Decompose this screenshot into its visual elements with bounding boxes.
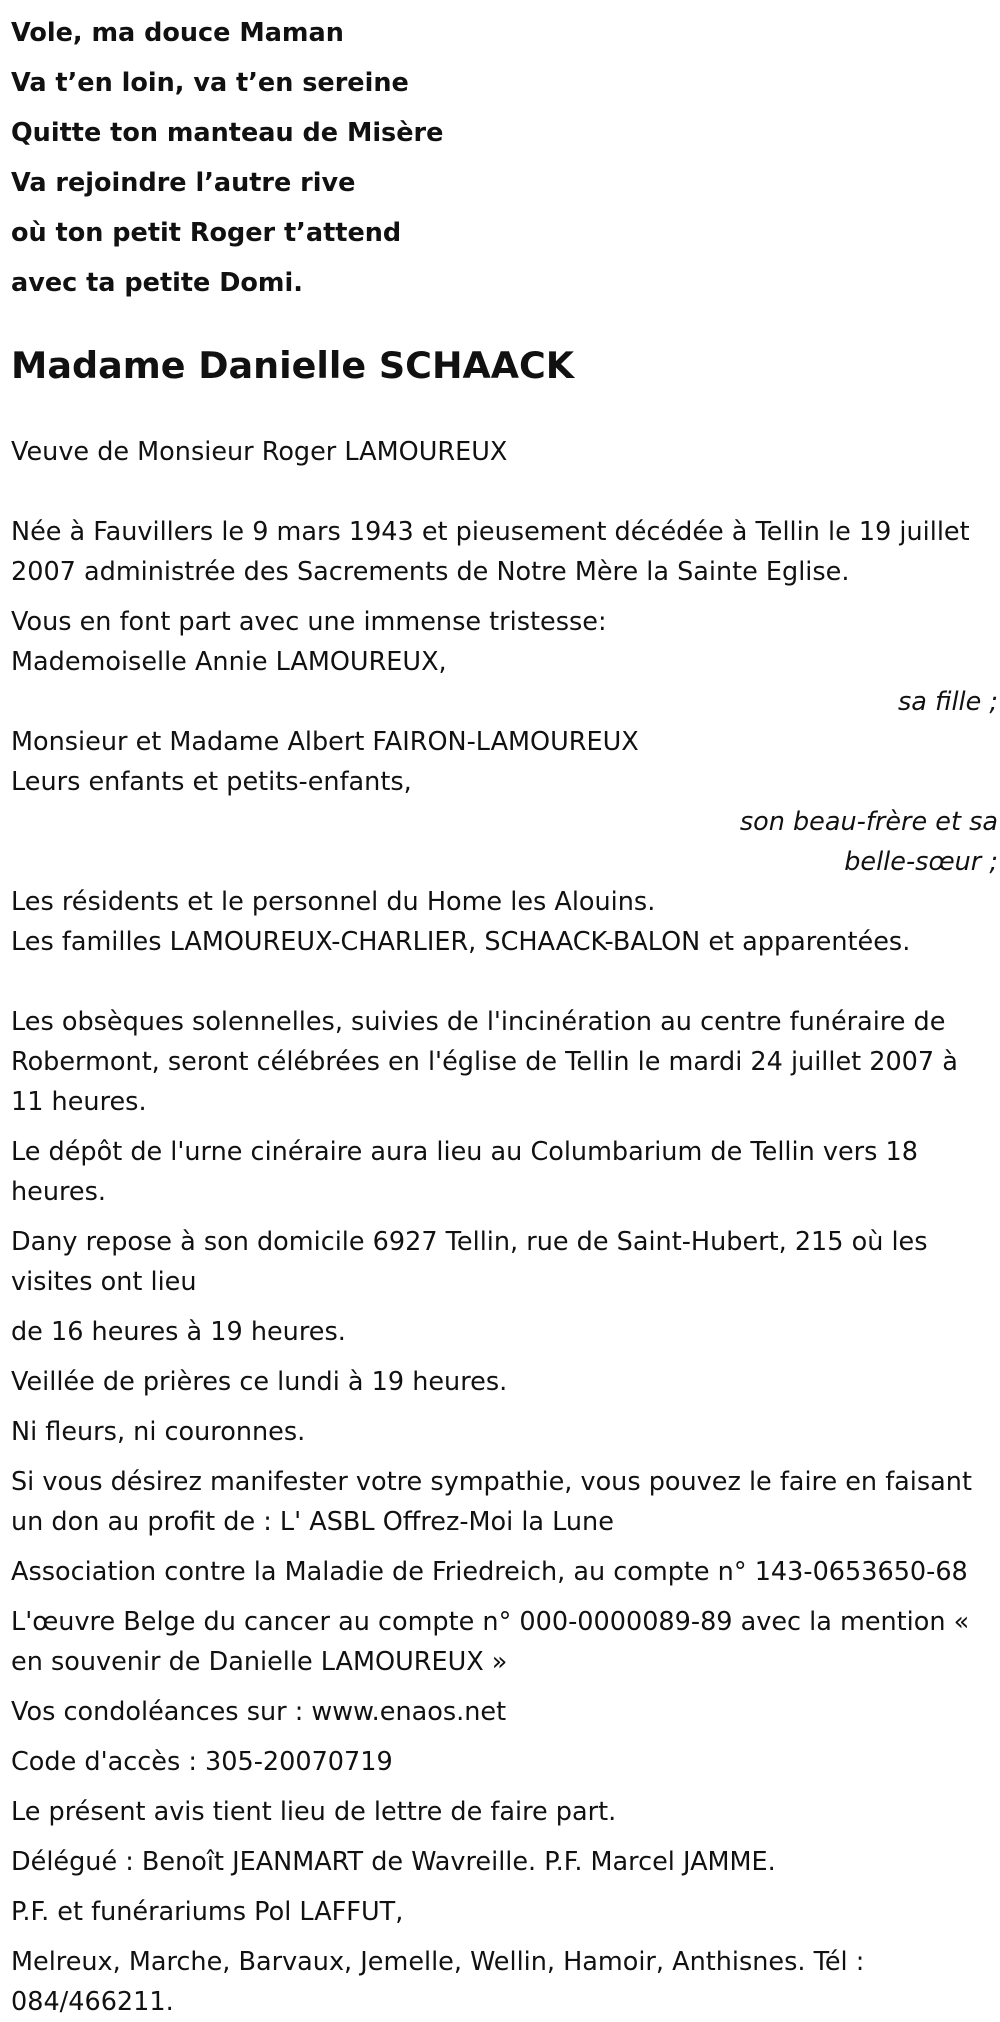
- vigil: Veillée de prières ce lundi à 19 heures.: [11, 1367, 508, 1397]
- delegate: Délégué : Benoît JEANMART de Wavreille. P.F. Marcel JAMME.: [11, 1847, 776, 1877]
- deceased-name: Madame Danielle SCHAACK: [11, 344, 575, 387]
- visit-hours: de 16 heures à 19 heures.: [11, 1317, 346, 1347]
- obituary-page: [11, 0, 998, 2022]
- family-inlaws-relation: belle-sœur ;: [844, 847, 998, 877]
- urn-details: Le dépôt de l'urne cinéraire aura lieu au Columbarium de Tellin vers 18 heures.: [11, 1137, 918, 1207]
- poem: [11, 8, 998, 308]
- notice: Le présent avis tient lieu de lettre de faire part.: [11, 1797, 617, 1827]
- family-daughter-relation: sa fille ;: [897, 687, 998, 717]
- family-inlaws-name: Monsieur et Madame Albert FAIRON-LAMOUREUX: [11, 727, 639, 757]
- condolences: Vos condoléances sur : www.enaos.net: [11, 1697, 507, 1727]
- poem-line: Va t’en loin, va t’en sereine: [11, 68, 409, 98]
- funeral-home: P.F. et funérariums Pol LAFFUT,: [11, 1897, 404, 1927]
- locations: Melreux, Marche, Barvaux, Jemelle, Wellin, Hamoir, Anthisnes. Tél : 084/466211.: [11, 1947, 865, 2017]
- widow-of: Veuve de Monsieur Roger LAMOUREUX: [11, 437, 508, 467]
- birth-death: Née à Fauvillers le 9 mars 1943 et pieusement décédée à Tellin le 19 juillet 2007 administrée des Sacrements de Notre Mère la Sainte Eglise.: [11, 517, 970, 587]
- family-inlaws-children: Leurs enfants et petits-enfants,: [11, 767, 412, 797]
- poem-line: Vole, ma douce Maman: [11, 18, 344, 48]
- funeral-details: Les obsèques solennelles, suivies de l'incinération au centre funéraire de Robermont, seront célébrées en l'église de Tellin le mardi 24 juillet 2007 à 11 heures.: [11, 1007, 958, 1117]
- poem-line: avec ta petite Domi.: [11, 268, 303, 298]
- announce-intro: Vous en font part avec une immense tristesse:: [11, 607, 607, 637]
- donation: Si vous désirez manifester votre sympathie, vous pouvez le faire en faisant un don au profit de : L' ASBL Offrez-Moi la Lune: [11, 1467, 972, 1537]
- cancer-donation: L'œuvre Belge du cancer au compte n° 000-0000089-89 avec la mention « en souvenir de Danielle LAMOUREUX »: [11, 1607, 970, 1677]
- family-daughter-name: Mademoiselle Annie LAMOUREUX,: [11, 647, 447, 677]
- poem-line: où ton petit Roger t’attend: [11, 218, 402, 248]
- poem-line: Va rejoindre l’autre rive: [11, 168, 356, 198]
- family-inlaws-relation: son beau-frère et sa: [739, 807, 998, 837]
- family-families: Les familles LAMOUREUX-CHARLIER, SCHAACK-BALON et apparentées.: [11, 927, 911, 957]
- repose-details: Dany repose à son domicile 6927 Tellin, rue de Saint-Hubert, 215 où les visites ont lieu: [11, 1227, 928, 1297]
- access-code: Code d'accès : 305-20070719: [11, 1747, 393, 1777]
- no-flowers: Ni fleurs, ni couronnes.: [11, 1417, 306, 1447]
- association: Association contre la Maladie de Friedreich, au compte n° 143-0653650-68: [11, 1557, 968, 1587]
- poem-line: Quitte ton manteau de Misère: [11, 118, 444, 148]
- family-residents: Les résidents et le personnel du Home les Alouins.: [11, 887, 656, 917]
